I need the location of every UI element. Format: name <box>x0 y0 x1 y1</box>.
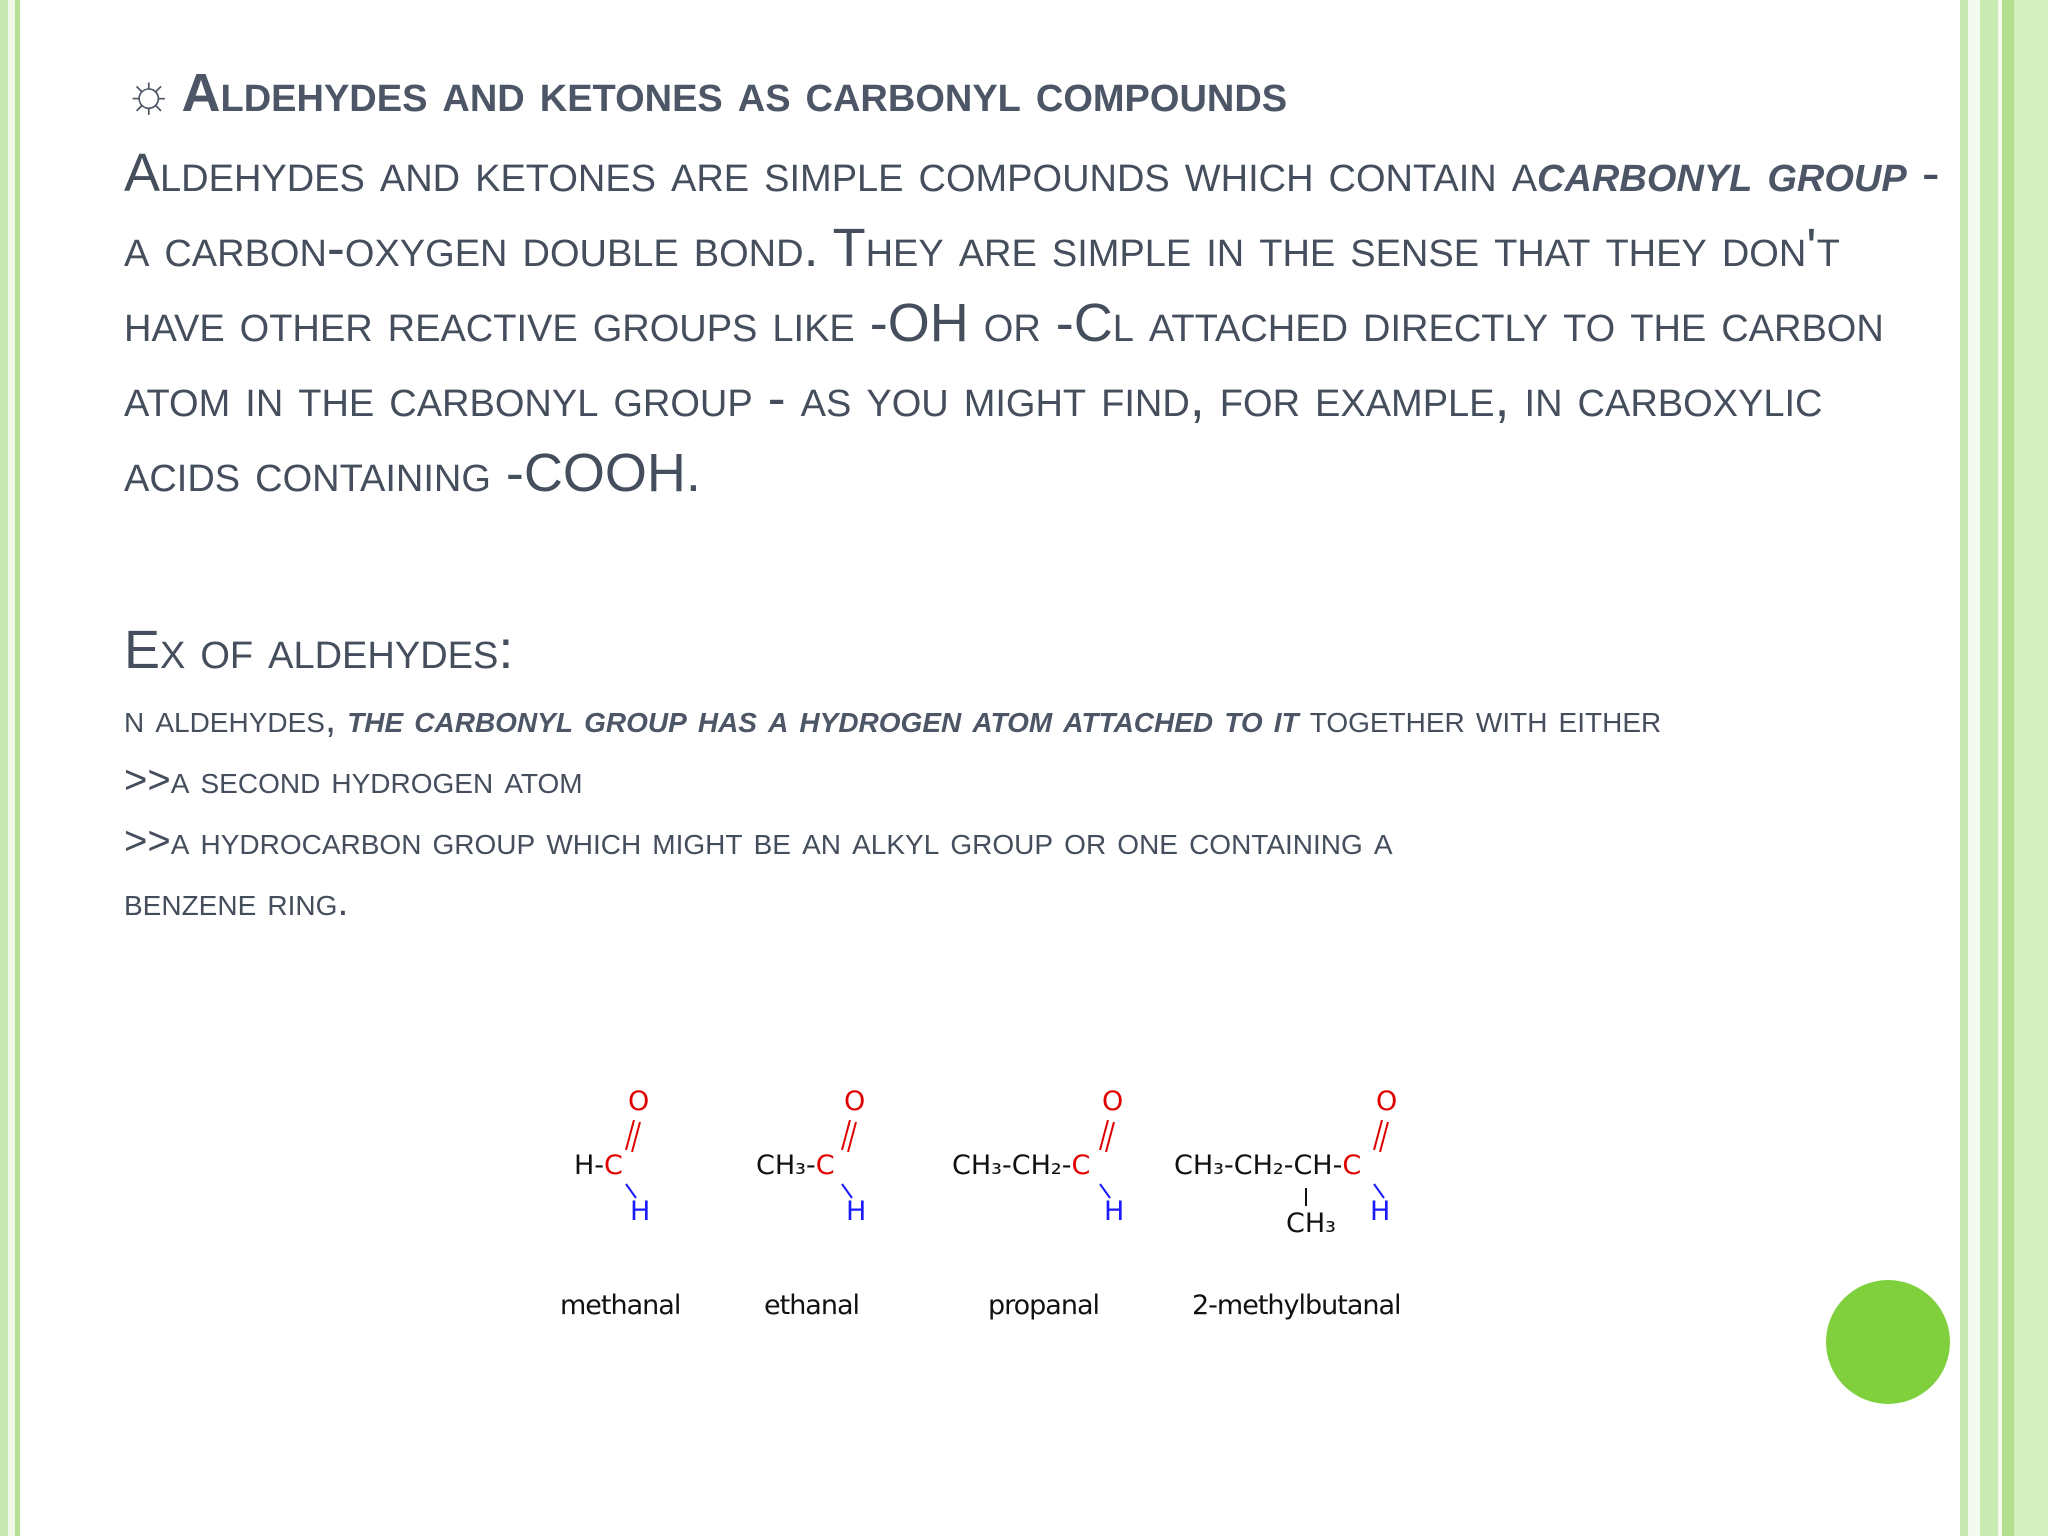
decorative-green-circle <box>1826 1280 1950 1404</box>
aldehyde-structures-diagram <box>540 1080 1440 1340</box>
methanal-left-group <box>574 1150 623 1181</box>
carbonyl-carbon: C <box>1342 1150 1362 1181</box>
aldehyde-prefix: n aldehydes, <box>124 697 348 741</box>
substituent-text: CH₃-CH₂- <box>952 1150 1072 1181</box>
carbonyl-carbon: C <box>1071 1150 1091 1181</box>
bullet-hydrocarbon <box>124 811 1944 872</box>
intro-paragraph <box>124 136 1944 511</box>
methanal-label: methanal <box>560 1290 681 1321</box>
right-border-stripe <box>1968 0 1980 1536</box>
bullet-text: a second hydrogen atom <box>170 758 583 802</box>
aldehyde-emphasis: the carbonyl group has a hydrogen atom attached to it <box>347 697 1299 741</box>
aldehyde-description <box>124 689 1944 933</box>
hydrogen-atom: H <box>846 1196 867 1227</box>
carbonyl-group-emphasis: carbonyl group <box>1537 143 1907 203</box>
methylbutanal-label: 2-methylbutanal <box>1192 1290 1401 1321</box>
bullet-second-hydrogen <box>124 750 1944 811</box>
methylbutanal-left-group <box>1174 1150 1361 1181</box>
right-border-stripe <box>2002 0 2014 1536</box>
methyl-branch: CH₃ <box>1286 1208 1336 1239</box>
substituent-text: CH₃- <box>756 1150 816 1181</box>
oxygen-atom: O <box>1102 1086 1124 1117</box>
right-border-stripe <box>1980 0 1998 1536</box>
right-border-stripe <box>2014 0 2048 1536</box>
slide-title-text: Aldehydes and ketones as carbonyl compounds <box>181 63 1288 123</box>
left-border-stripe <box>15 0 20 1536</box>
bullet-marker: >> <box>124 758 171 802</box>
left-border-stripe <box>0 0 8 1536</box>
carbonyl-carbon: C <box>604 1150 623 1181</box>
bullet-marker: >> <box>124 819 171 863</box>
bullet-hydrocarbon-continued: benzene ring. <box>124 880 349 924</box>
hydrogen-atom: H <box>1370 1196 1391 1227</box>
oxygen-atom: O <box>628 1086 650 1117</box>
propanal-left-group <box>952 1150 1090 1181</box>
examples-heading: Ex of aldehydes: <box>124 620 514 680</box>
slide-content <box>124 62 1944 933</box>
aldehyde-definition-line1 <box>124 689 1944 750</box>
left-border-stripe <box>8 0 15 1536</box>
propanal-label: propanal <box>988 1290 1100 1321</box>
intro-text-part1: Aldehydes and ketones are simple compounds which contain a <box>124 143 1538 203</box>
slide-title <box>124 62 1944 124</box>
carbonyl-carbon: C <box>815 1150 835 1181</box>
hydrogen-atom: H <box>630 1196 651 1227</box>
aldehyde-suffix: together with either <box>1298 697 1662 741</box>
ethanal-label: ethanal <box>764 1290 860 1321</box>
intro-text-part2: - a carbon-oxygen double bond. They are simple in the sense that they don't have other reactive groups like -OH or -Cl attached directly to the carbon atom in the carbonyl group - as you might find, for example, in carboxylic acids containing -COOH. <box>124 143 1940 503</box>
bullet-text: a hydrocarbon group which might be an alkyl group or one containing a <box>170 819 1393 863</box>
oxygen-atom: O <box>1376 1086 1398 1117</box>
hydrogen-atom: H <box>1104 1196 1125 1227</box>
substituent-text: H- <box>574 1150 605 1181</box>
oxygen-atom: O <box>844 1086 866 1117</box>
substituent-text: CH₃-CH₂-CH- <box>1174 1150 1343 1181</box>
right-border-stripe <box>1960 0 1968 1536</box>
ethanal-left-group <box>756 1150 835 1181</box>
sun-icon: ☼ <box>124 63 174 123</box>
